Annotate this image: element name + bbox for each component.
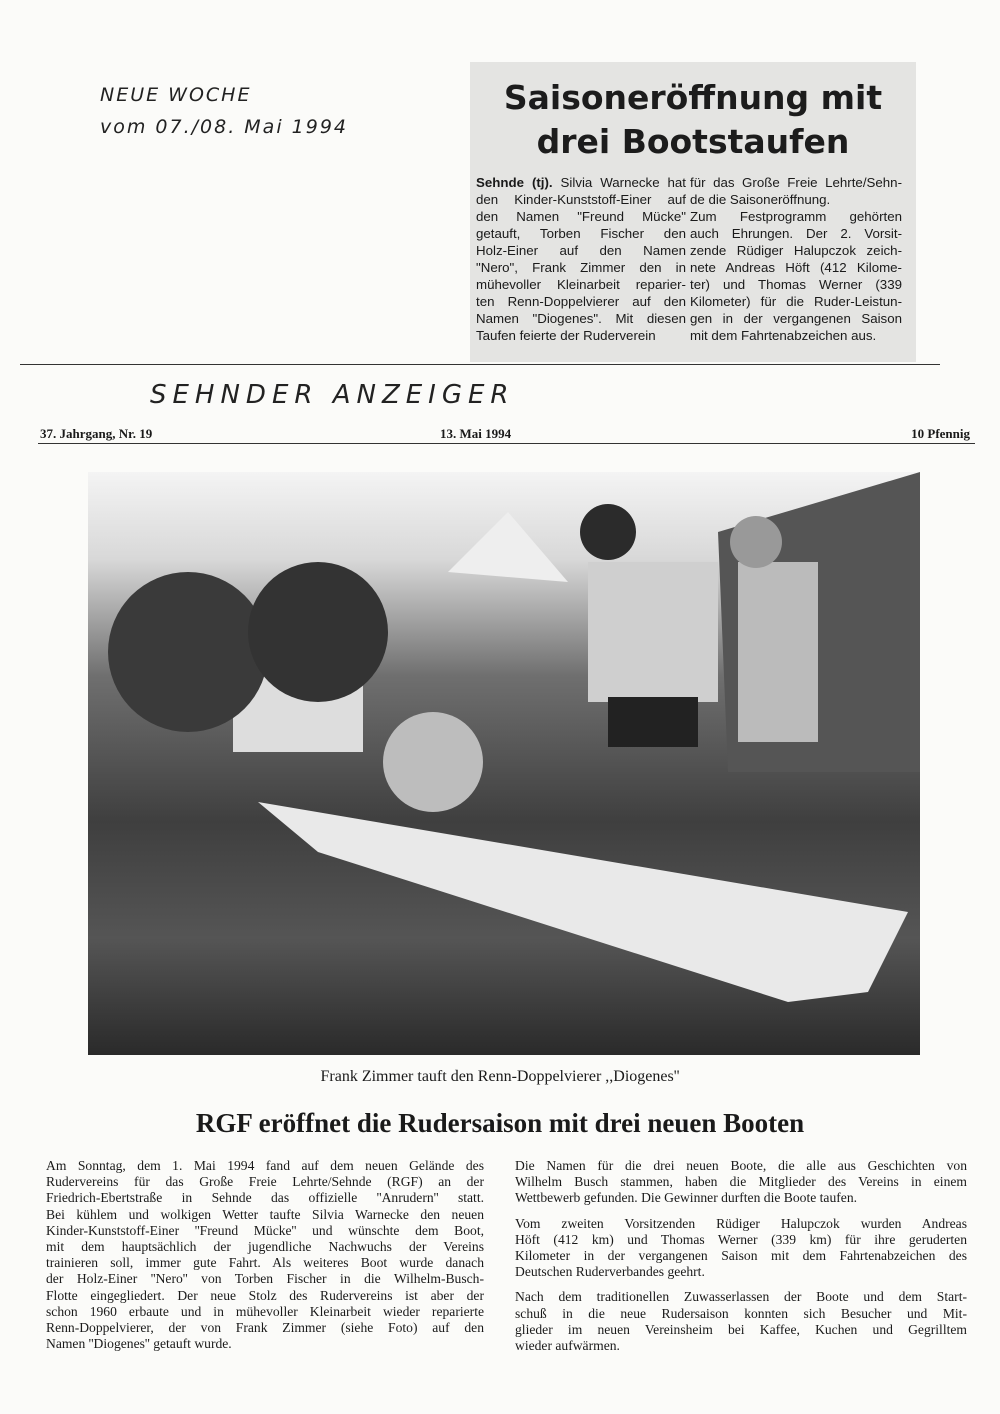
text-line: getauft, Torben Fischer den <box>476 226 686 241</box>
text-line: Rudervereins für das Große Freie Lehrte/Sehnde (RGF) an der <box>46 1174 484 1190</box>
handwritten-date-note: vom 07./08. Mai 1994 <box>100 116 348 138</box>
text-line: Wilhelm Busch stammen, haben die Mitglieder des Vereins in einem <box>515 1174 967 1190</box>
issue-price: 10 Pfennig <box>911 426 970 441</box>
paragraph <box>515 1289 967 1354</box>
text-line: gen in der vergangenen Saison <box>690 311 902 326</box>
text-line: trainieren soll, immer gute Fahrt. Als weiteres Boot wurde danach <box>46 1255 484 1271</box>
text-line: schuß in die neue Rudersaison konnten sich Besucher und Mit- <box>515 1305 967 1321</box>
text-line: mit dem hauptsächlich der jugendliche Nachwuchs der Vereins <box>46 1239 484 1255</box>
photo-illustration <box>88 472 920 1055</box>
text-line: ten Renn-Doppelvierer auf den <box>476 294 686 309</box>
paragraph <box>515 1158 967 1207</box>
text-line: nete Andreas Höft (412 Kilome- <box>690 260 902 275</box>
text-line: zende Rüdiger Halupczok zeich- <box>690 243 902 258</box>
text-line: Vom zweiten Vorsitzenden Rüdiger Halupczok wurden Andreas <box>515 1215 967 1231</box>
text-line: für das Große Freie Lehrte/Sehn- <box>690 175 902 190</box>
article-headline: RGF eröffnet die Rudersaison mit drei neuen Booten <box>195 1108 805 1138</box>
text-line: schon 1960 erbaute und in mühevoller Kleinarbeit wieder reparierte <box>46 1303 484 1319</box>
text-line: de die Saisoneröffnung. <box>690 192 831 207</box>
text-line: mühevoller Kleinarbeit reparier- <box>476 277 686 292</box>
text-line: Renn-Doppelvierer, der von Frank Zimmer (siehe Foto) auf den <box>46 1320 484 1336</box>
text-line: glieder im neuen Vereinsheim bei Kaffee, Kuchen und Gegrilltem <box>515 1321 967 1337</box>
paragraph <box>46 1158 484 1352</box>
text-line: Höft (412 km) und Thomas Werner (339 km) für ihre geruderten <box>515 1231 967 1247</box>
top-article-column-2 <box>690 174 902 344</box>
text-line: ter) und Thomas Werner (339 <box>690 277 902 292</box>
issue-date: 13. Mai 1994 <box>440 426 512 441</box>
article-column-2 <box>515 1158 967 1363</box>
text-line: Taufen feierte der Ruderverein <box>476 328 656 343</box>
text-line: Deutschen Ruderverbandes geehrt. <box>515 1264 705 1280</box>
issue-number: 37. Jahrgang, Nr. 19 <box>40 426 153 441</box>
text-line: Namen ''Diogenes'' getauft wurde. <box>46 1336 232 1352</box>
article-column-1 <box>46 1158 484 1361</box>
text-line: Am Sonntag, dem 1. Mai 1994 fand auf dem neuen Gelände des <box>46 1158 484 1173</box>
dateline: Sehnde (tj). <box>476 175 553 190</box>
text-line: Holz-Einer auf den Namen <box>476 243 686 258</box>
photo-caption: Frank Zimmer tauft den Renn-Doppelvierer ,,Diogenes'' <box>320 1068 680 1085</box>
text-line <box>476 174 686 191</box>
text-line: "Nero", Frank Zimmer den in <box>476 260 686 275</box>
text-fragment: Silvia Warnecke hat <box>552 175 686 190</box>
text-line: Nach dem traditionellen Zuwasserlassen der Boote und dem Start- <box>515 1289 967 1305</box>
paragraph <box>515 1216 967 1281</box>
text-line: den Kinder-Kunststoff-Einer auf <box>476 192 686 207</box>
top-article-column-1 <box>476 174 686 344</box>
divider <box>20 364 940 365</box>
text-line: der Holz-Einer ''Nero'' von Torben Fischer in die Wilhelm-Busch- <box>46 1271 484 1287</box>
masthead-rule <box>38 443 975 444</box>
handwritten-newspaper-name: SEHNDER ANZEIGER <box>150 380 515 410</box>
text-line: Wettbewerb gefunden. Die Gewinner durften die Boote taufen. <box>515 1190 858 1206</box>
text-line: Bei kühlem und wolkigen Wetter taufte Silvia Warnecke den neuen <box>46 1206 484 1222</box>
rowing-boat-photo <box>88 472 920 1055</box>
text-line: Die Namen für die drei neuen Boote, die alle aus Geschichten von <box>515 1158 967 1173</box>
text-line: Namen "Diogenes". Mit diesen <box>476 311 686 326</box>
text-line: Zum Festprogramm gehörten <box>690 209 902 224</box>
title-line: drei Bootstaufen <box>536 122 850 161</box>
text-line: den Namen "Freund Mücke" <box>476 209 686 224</box>
text-line: Kilometer in der vergangenen Saison mit dem Fahrtenabzeichen des <box>515 1248 967 1264</box>
text-line: Flotte eingegliedert. Der neue Stolz des Rudervereins ist aber der <box>46 1287 484 1303</box>
text-line: Friedrich-Ebertstraße in Sehnde das offizielle ''Anrudern'' statt. <box>46 1190 484 1206</box>
text-line: Kinder-Kunststoff-Einer ''Freund Mücke'' und wünschte dem Boot, <box>46 1222 484 1238</box>
text-line: Kilometer) für die Ruder-Leistun- <box>690 294 902 309</box>
text-line: mit dem Fahrtenabzeichen aus. <box>690 328 877 343</box>
text-line: wieder aufwärmen. <box>515 1338 620 1354</box>
handwritten-source-note: NEUE WOCHE <box>100 84 252 106</box>
text-line: auch Ehrungen. Der 2. Vorsit- <box>690 226 902 241</box>
top-article-title <box>470 76 916 164</box>
title-line: Saisoneröffnung mit <box>503 78 883 117</box>
